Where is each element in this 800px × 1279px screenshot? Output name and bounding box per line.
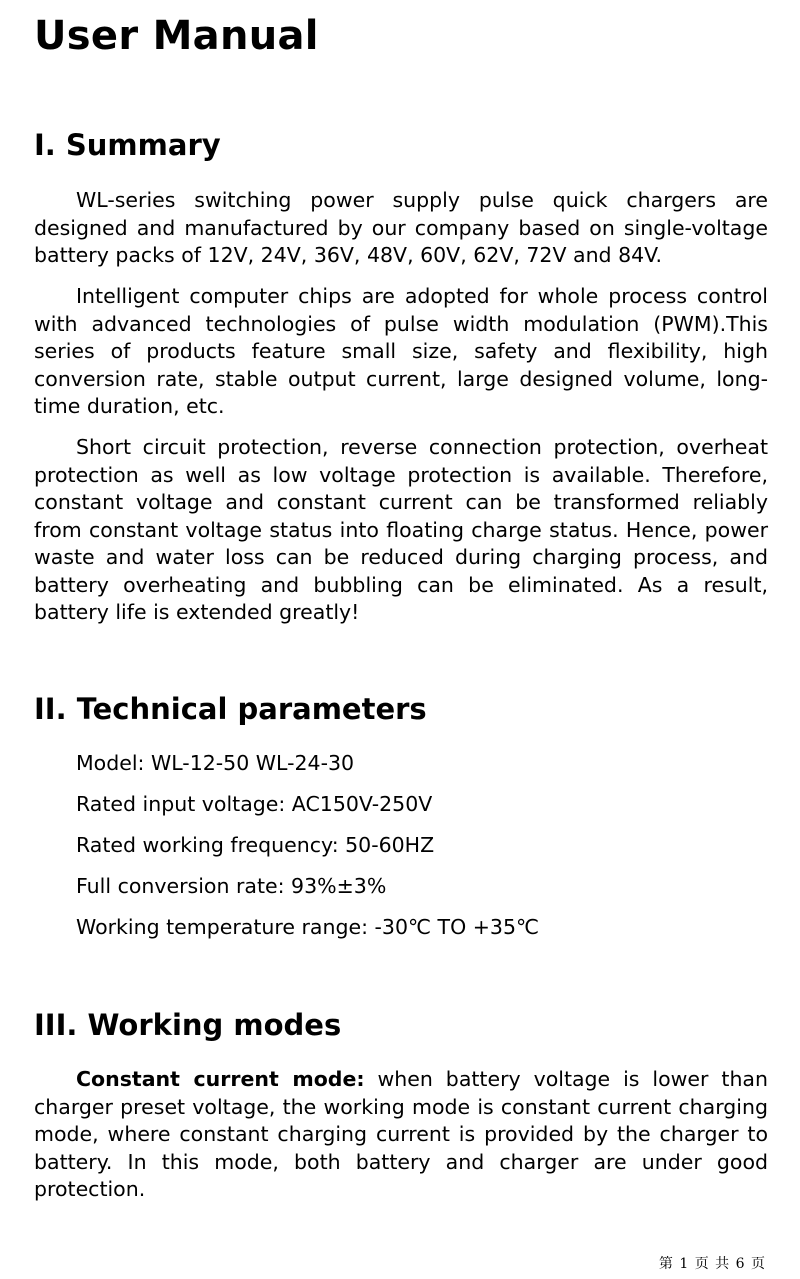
summary-paragraph: Intelligent computer chips are adopted for whole process control with advanced technologies of pulse width modulation (PWM).This series of products feature small size, safety and flexibility, high conversion rate, stable output current, large designed volume, long-time duration, etc. <box>34 284 768 418</box>
page-title: User Manual <box>34 13 319 59</box>
param-working-temperature-range: Working temperature range: -30℃ TO +35℃ <box>76 915 540 939</box>
param-model: Model: WL-12-50 WL-24-30 <box>76 751 355 775</box>
param-rated-input-voltage: Rated input voltage: AC150V-250V <box>76 792 433 816</box>
param-full-conversion-rate: Full conversion rate: 93%±3% <box>76 874 387 898</box>
constant-current-mode-text: when battery voltage is lower than charger preset voltage, the working mode is constant current charging mode, where constant charging current is provided by the charger to battery. In this mode, both battery and charger are under good protection. <box>34 1067 768 1201</box>
section-heading-summary: I. Summary <box>34 128 221 162</box>
section-heading-technical-parameters: II. Technical parameters <box>34 692 427 726</box>
summary-paragraph: Short circuit protection, reverse connection protection, overheat protection as well as low voltage protection is available. Therefore, constant voltage and constant current can be transformed reliably from constant voltage status into floating charge status. Hence, power waste and water loss can be reduced during charging process, and battery overheating and bubbling can be eliminated. As a result, battery life is extended greatly! <box>34 435 768 624</box>
section-heading-working-modes: III. Working modes <box>34 1008 342 1042</box>
constant-current-mode-paragraph <box>34 1066 768 1204</box>
constant-current-mode-label: Constant current mode: <box>76 1067 365 1091</box>
summary-paragraph: WL-series switching power supply pulse quick chargers are designed and manufactured by our company based on single-voltage battery packs of 12V, 24V, 36V, 48V, 60V, 62V, 72V and 84V. <box>34 188 768 267</box>
param-rated-working-frequency: Rated working frequency: 50-60HZ <box>76 833 435 857</box>
page-number-indicator: 第 1 页 共 6 页 <box>658 1256 766 1272</box>
